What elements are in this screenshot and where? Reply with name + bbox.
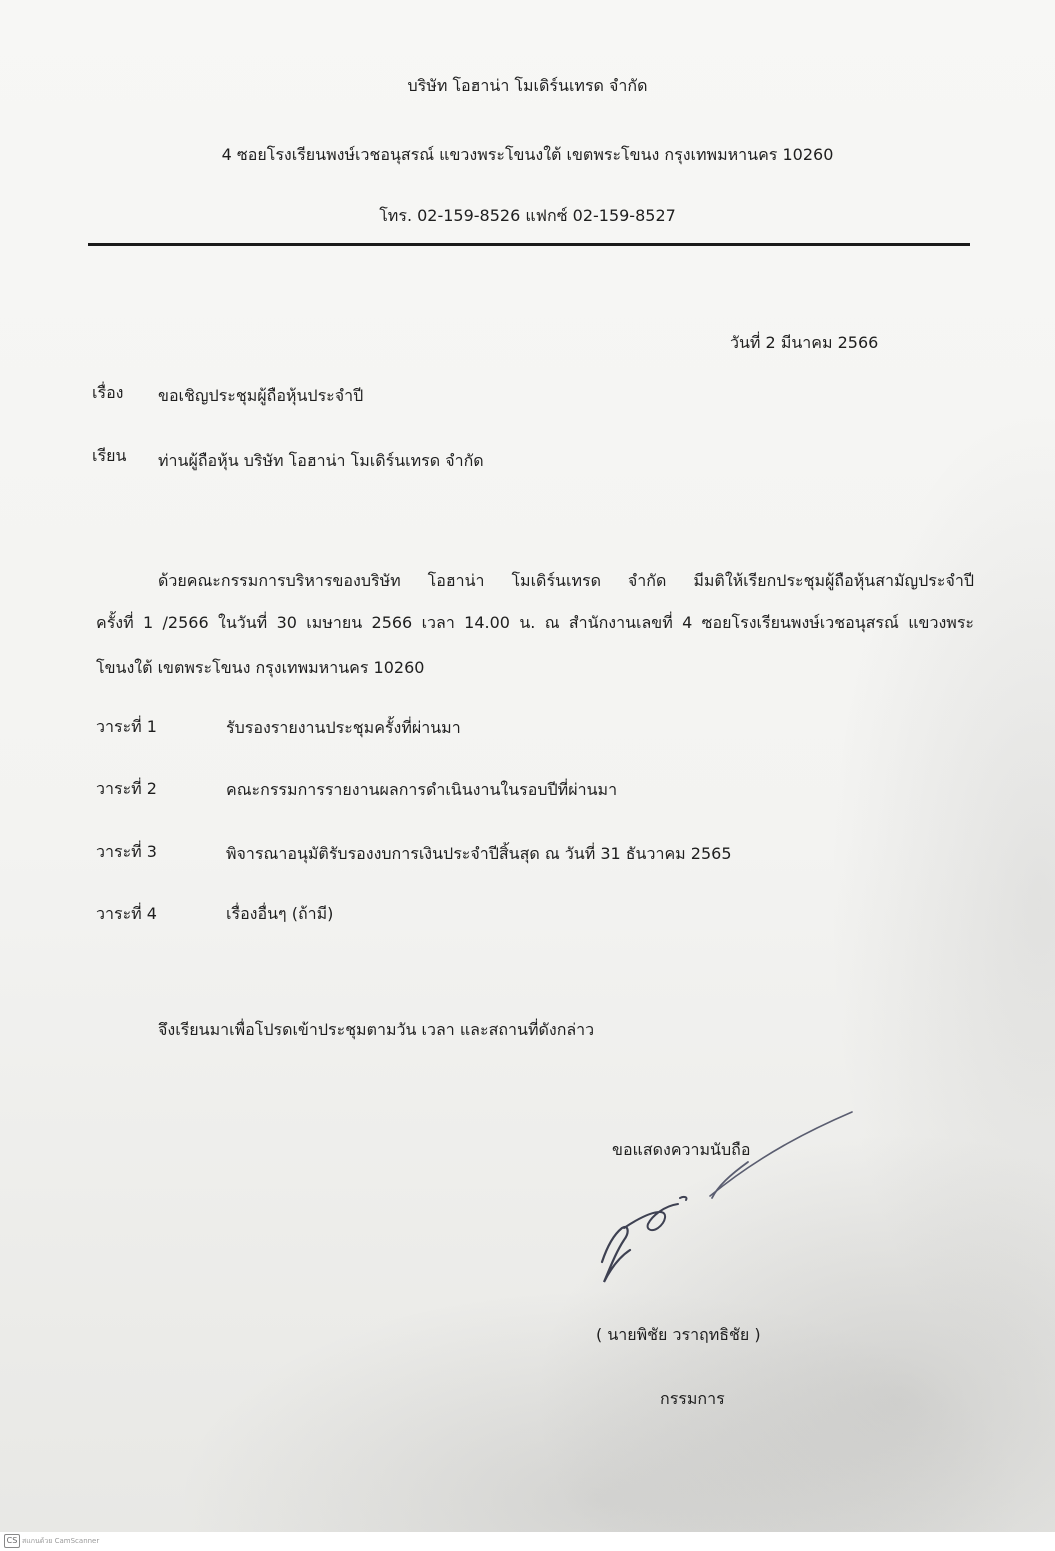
signatory-name: ( นายพิชัย วราฤทธิชัย ): [596, 1325, 761, 1344]
signature-scribble: [560, 1100, 880, 1300]
agenda-text-4: เรื่องอื่นๆ (ถ้ามี): [226, 904, 334, 923]
regards-text: ขอแสดงความนับถือ: [612, 1140, 751, 1159]
subject-text: ขอเชิญประชุมผู้ถือหุ้นประจำปี: [158, 386, 364, 405]
body-line-2: ครั้งที่ 1 /2566 ในวันที่ 30 เมษายน 2566 เวลา 14.00 น. ณ สำนักงานเลขที่ 4 ซอยโรงเรียนพงษ์เวชอนุสรณ์ แขวงพระ: [96, 613, 974, 632]
signatory-position: กรรมการ: [660, 1389, 725, 1408]
agenda-text-3: พิจารณาอนุมัติรับรองงบการเงินประจำปีสิ้นสุด ณ วันที่ 31 ธันวาคม 2565: [226, 844, 732, 863]
body-line-3: โขนงใต้ เขตพระโขนง กรุงเทพมหานคร 10260: [96, 658, 425, 677]
agenda-label-3: วาระที่ 3: [96, 842, 157, 861]
agenda-label-4: วาระที่ 4: [96, 904, 157, 923]
agenda-label-2: วาระที่ 2: [96, 779, 157, 798]
subject-label: เรื่อง: [92, 383, 124, 402]
company-name: บริษัท โอฮาน่า โมเดิร์นเทรด จำกัด: [407, 76, 648, 95]
body-line-1: ด้วยคณะกรรมการบริหารของบริษัท โอฮาน่า โมเดิร์นเทรด จำกัด มีมติให้เรียกประชุมผู้ถือหุ้นสามัญประจำปี: [158, 571, 974, 590]
letterhead-divider: [88, 243, 970, 246]
camscanner-text: สแกนด้วย CamScanner: [22, 1537, 100, 1545]
agenda-label-1: วาระที่ 1: [96, 717, 157, 736]
letter-date: วันที่ 2 มีนาคม 2566: [730, 333, 879, 352]
camscanner-logo: CS: [4, 1534, 20, 1548]
recipient-label: เรียน: [92, 446, 127, 465]
company-contact: โทร. 02-159-8526 แฟกซ์ 02-159-8527: [379, 206, 676, 225]
agenda-text-1: รับรองรายงานประชุมครั้งที่ผ่านมา: [226, 718, 461, 737]
company-address: 4 ซอยโรงเรียนพงษ์เวชอนุสรณ์ แขวงพระโขนงใต้ เขตพระโขนง กรุงเทพมหานคร 10260: [221, 145, 834, 164]
scanner-footer: [0, 1532, 1055, 1551]
recipient-text: ท่านผู้ถือหุ้น บริษัท โอฮาน่า โมเดิร์นเทรด จำกัด: [158, 451, 484, 470]
closing-line: จึงเรียนมาเพื่อโปรดเข้าประชุมตามวัน เวลา และสถานที่ดังกล่าว: [158, 1020, 595, 1039]
agenda-text-2: คณะกรรมการรายงานผลการดำเนินงานในรอบปีที่ผ่านมา: [226, 780, 618, 799]
